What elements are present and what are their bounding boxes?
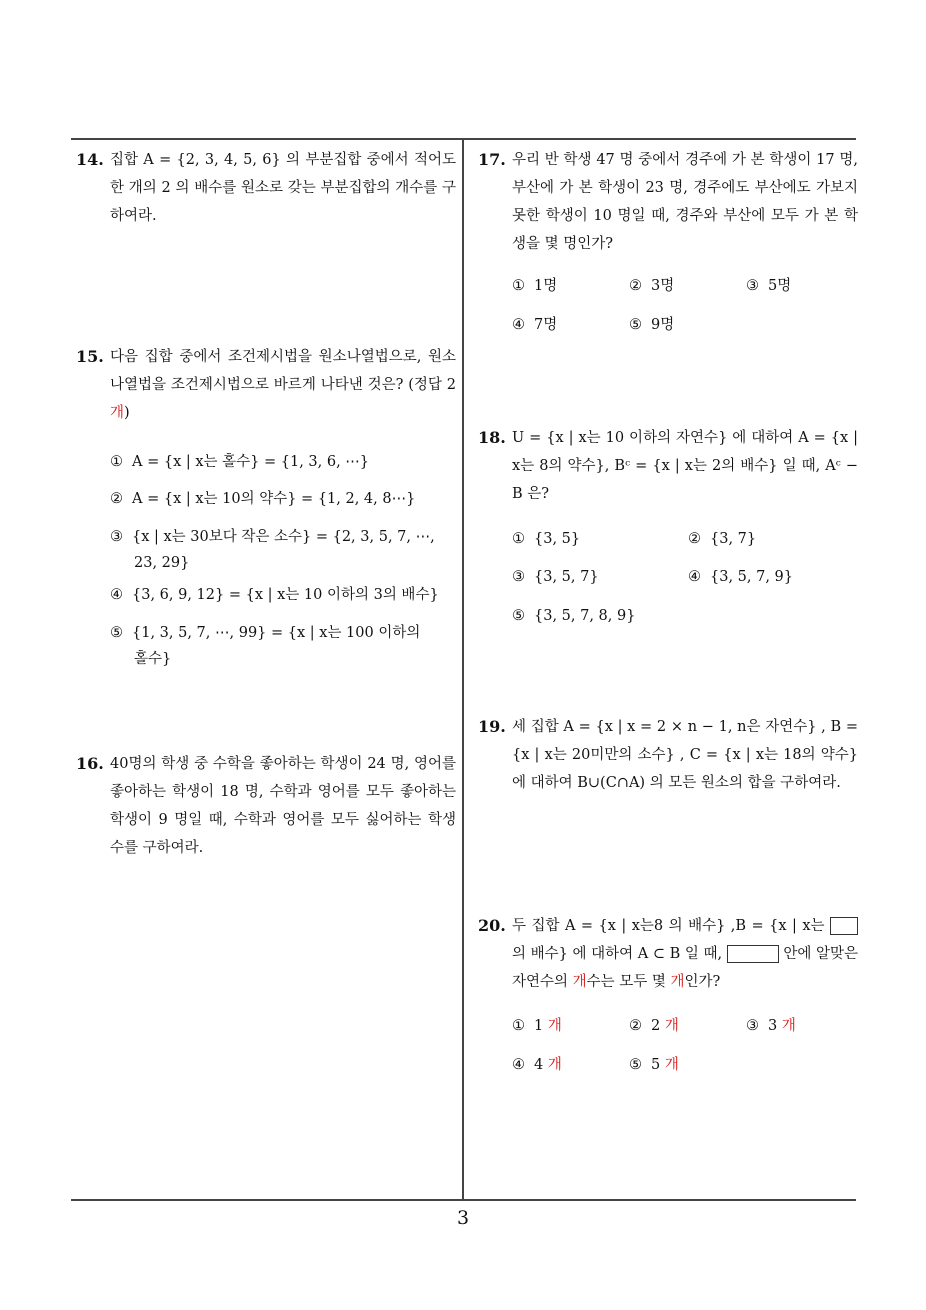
question-number: 20.: [478, 916, 506, 935]
question-text: 집합 A = {2, 3, 4, 5, 6} 의 부분집합 중에서 적어도 한 개의 2 의 배수를 원소로 갖는 부분집합의 개수를 구하여라.: [110, 152, 456, 224]
q20-option-4[interactable]: ④ 4 개: [512, 1057, 562, 1073]
q17-option-4[interactable]: ④ 7명: [512, 317, 558, 333]
q20-option-5[interactable]: ⑤ 5 개: [629, 1057, 679, 1073]
top-rule: [71, 138, 856, 140]
q20-option-3[interactable]: ③ 3 개: [746, 1018, 796, 1034]
question-number: 18.: [478, 428, 506, 447]
question-number: 14.: [76, 150, 104, 169]
q20-option-1[interactable]: ① 1 개: [512, 1018, 562, 1034]
highlight-text: 개: [670, 974, 685, 990]
question-text: 40명의 학생 중 수학을 좋아하는 학생이 24 명, 영어를 좋아하는 학생이 18 명, 수학과 영어를 모두 좋아하는 학생이 9 명일 때, 수학과 영어를 모두 싫어하는 학생 수를 구하여라.: [110, 756, 456, 856]
q18-option-2[interactable]: ② {3, 7}: [688, 531, 757, 547]
q18-option-5[interactable]: ⑤ {3, 5, 7, 8, 9}: [512, 608, 636, 624]
question-text: 다음 집합 중에서 조건제시법을 원소나열법으로, 원소나열법을 조건제시법으로 바르게 나타낸 것은? (정답 2 개): [110, 349, 456, 421]
question-text: U = {x | x는 10 이하의 자연수} 에 대하여 A = {x | x는 8의 약수}, Bᶜ = {x | x는 2의 배수} 일 때, Aᶜ − B 은?: [512, 430, 858, 502]
column-divider: [462, 139, 464, 1199]
highlight-text: 개: [572, 974, 587, 990]
q15-option-2[interactable]: ② A = {x | x는 10의 약수} = {1, 2, 4, 8⋯}: [110, 491, 416, 507]
question-16: [76, 750, 456, 862]
q17-option-1[interactable]: ① 1명: [512, 278, 558, 294]
q15-option-5[interactable]: ⑤ {1, 3, 5, 7, ⋯, 99} = {x | x는 100 이하의 홀수}: [110, 625, 421, 667]
page-number: 3: [456, 1207, 470, 1229]
question-number: 16.: [76, 754, 104, 773]
question-18: [478, 424, 858, 508]
q15-option-4[interactable]: ④ {3, 6, 9, 12} = {x | x는 10 이하의 3의 배수}: [110, 587, 439, 603]
q20-option-2[interactable]: ② 2 개: [629, 1018, 679, 1034]
question-number: 15.: [76, 347, 104, 366]
bottom-rule: [71, 1199, 856, 1201]
question-number: 17.: [478, 150, 506, 169]
question-19: [478, 713, 858, 797]
q18-option-3[interactable]: ③ {3, 5, 7}: [512, 569, 599, 585]
question-17: [478, 146, 858, 258]
highlight-text: 개: [110, 405, 125, 421]
q17-option-2[interactable]: ② 3명: [629, 278, 675, 294]
question-15: [76, 343, 456, 427]
q15-option-3[interactable]: ③ {x | x는 30보다 작은 소수} = {2, 3, 5, 7, ⋯, 23, 29}: [110, 529, 435, 571]
question-20: [478, 912, 858, 996]
question-14: [76, 146, 456, 230]
q18-option-4[interactable]: ④ {3, 5, 7, 9}: [688, 569, 794, 585]
question-text: 두 집합 A = {x | x는8 의 배수} ,B = {x | x는 의 배수} 에 대하여 A ⊂ B 일 때, 안에 알맞은 자연수의 개수는 모두 몇 개인가?: [512, 918, 859, 990]
blank-box: [727, 945, 779, 963]
question-text: 세 집합 A = {x | x = 2 × n − 1, n은 자연수} , B = {x | x는 20미만의 소수} , C = {x | x는 18의 약수} 에 대하여 B∪(C∩A) 의 모든 원소의 합을 구하여라.: [512, 719, 858, 791]
q18-option-1[interactable]: ① {3, 5}: [512, 531, 581, 547]
q17-option-3[interactable]: ③ 5명: [746, 278, 792, 294]
q15-option-1[interactable]: ① A = {x | x는 홀수} = {1, 3, 6, ⋯}: [110, 454, 370, 470]
question-number: 19.: [478, 717, 506, 736]
blank-box: [830, 917, 858, 935]
q17-option-5[interactable]: ⑤ 9명: [629, 317, 675, 333]
question-text: 우리 반 학생 47 명 중에서 경주에 가 본 학생이 17 명, 부산에 가 본 학생이 23 명, 경주에도 부산에도 가보지 못한 학생이 10 명일 때, 경주와 부산에 모두 가 본 학생을 몇 명인가?: [512, 152, 858, 252]
